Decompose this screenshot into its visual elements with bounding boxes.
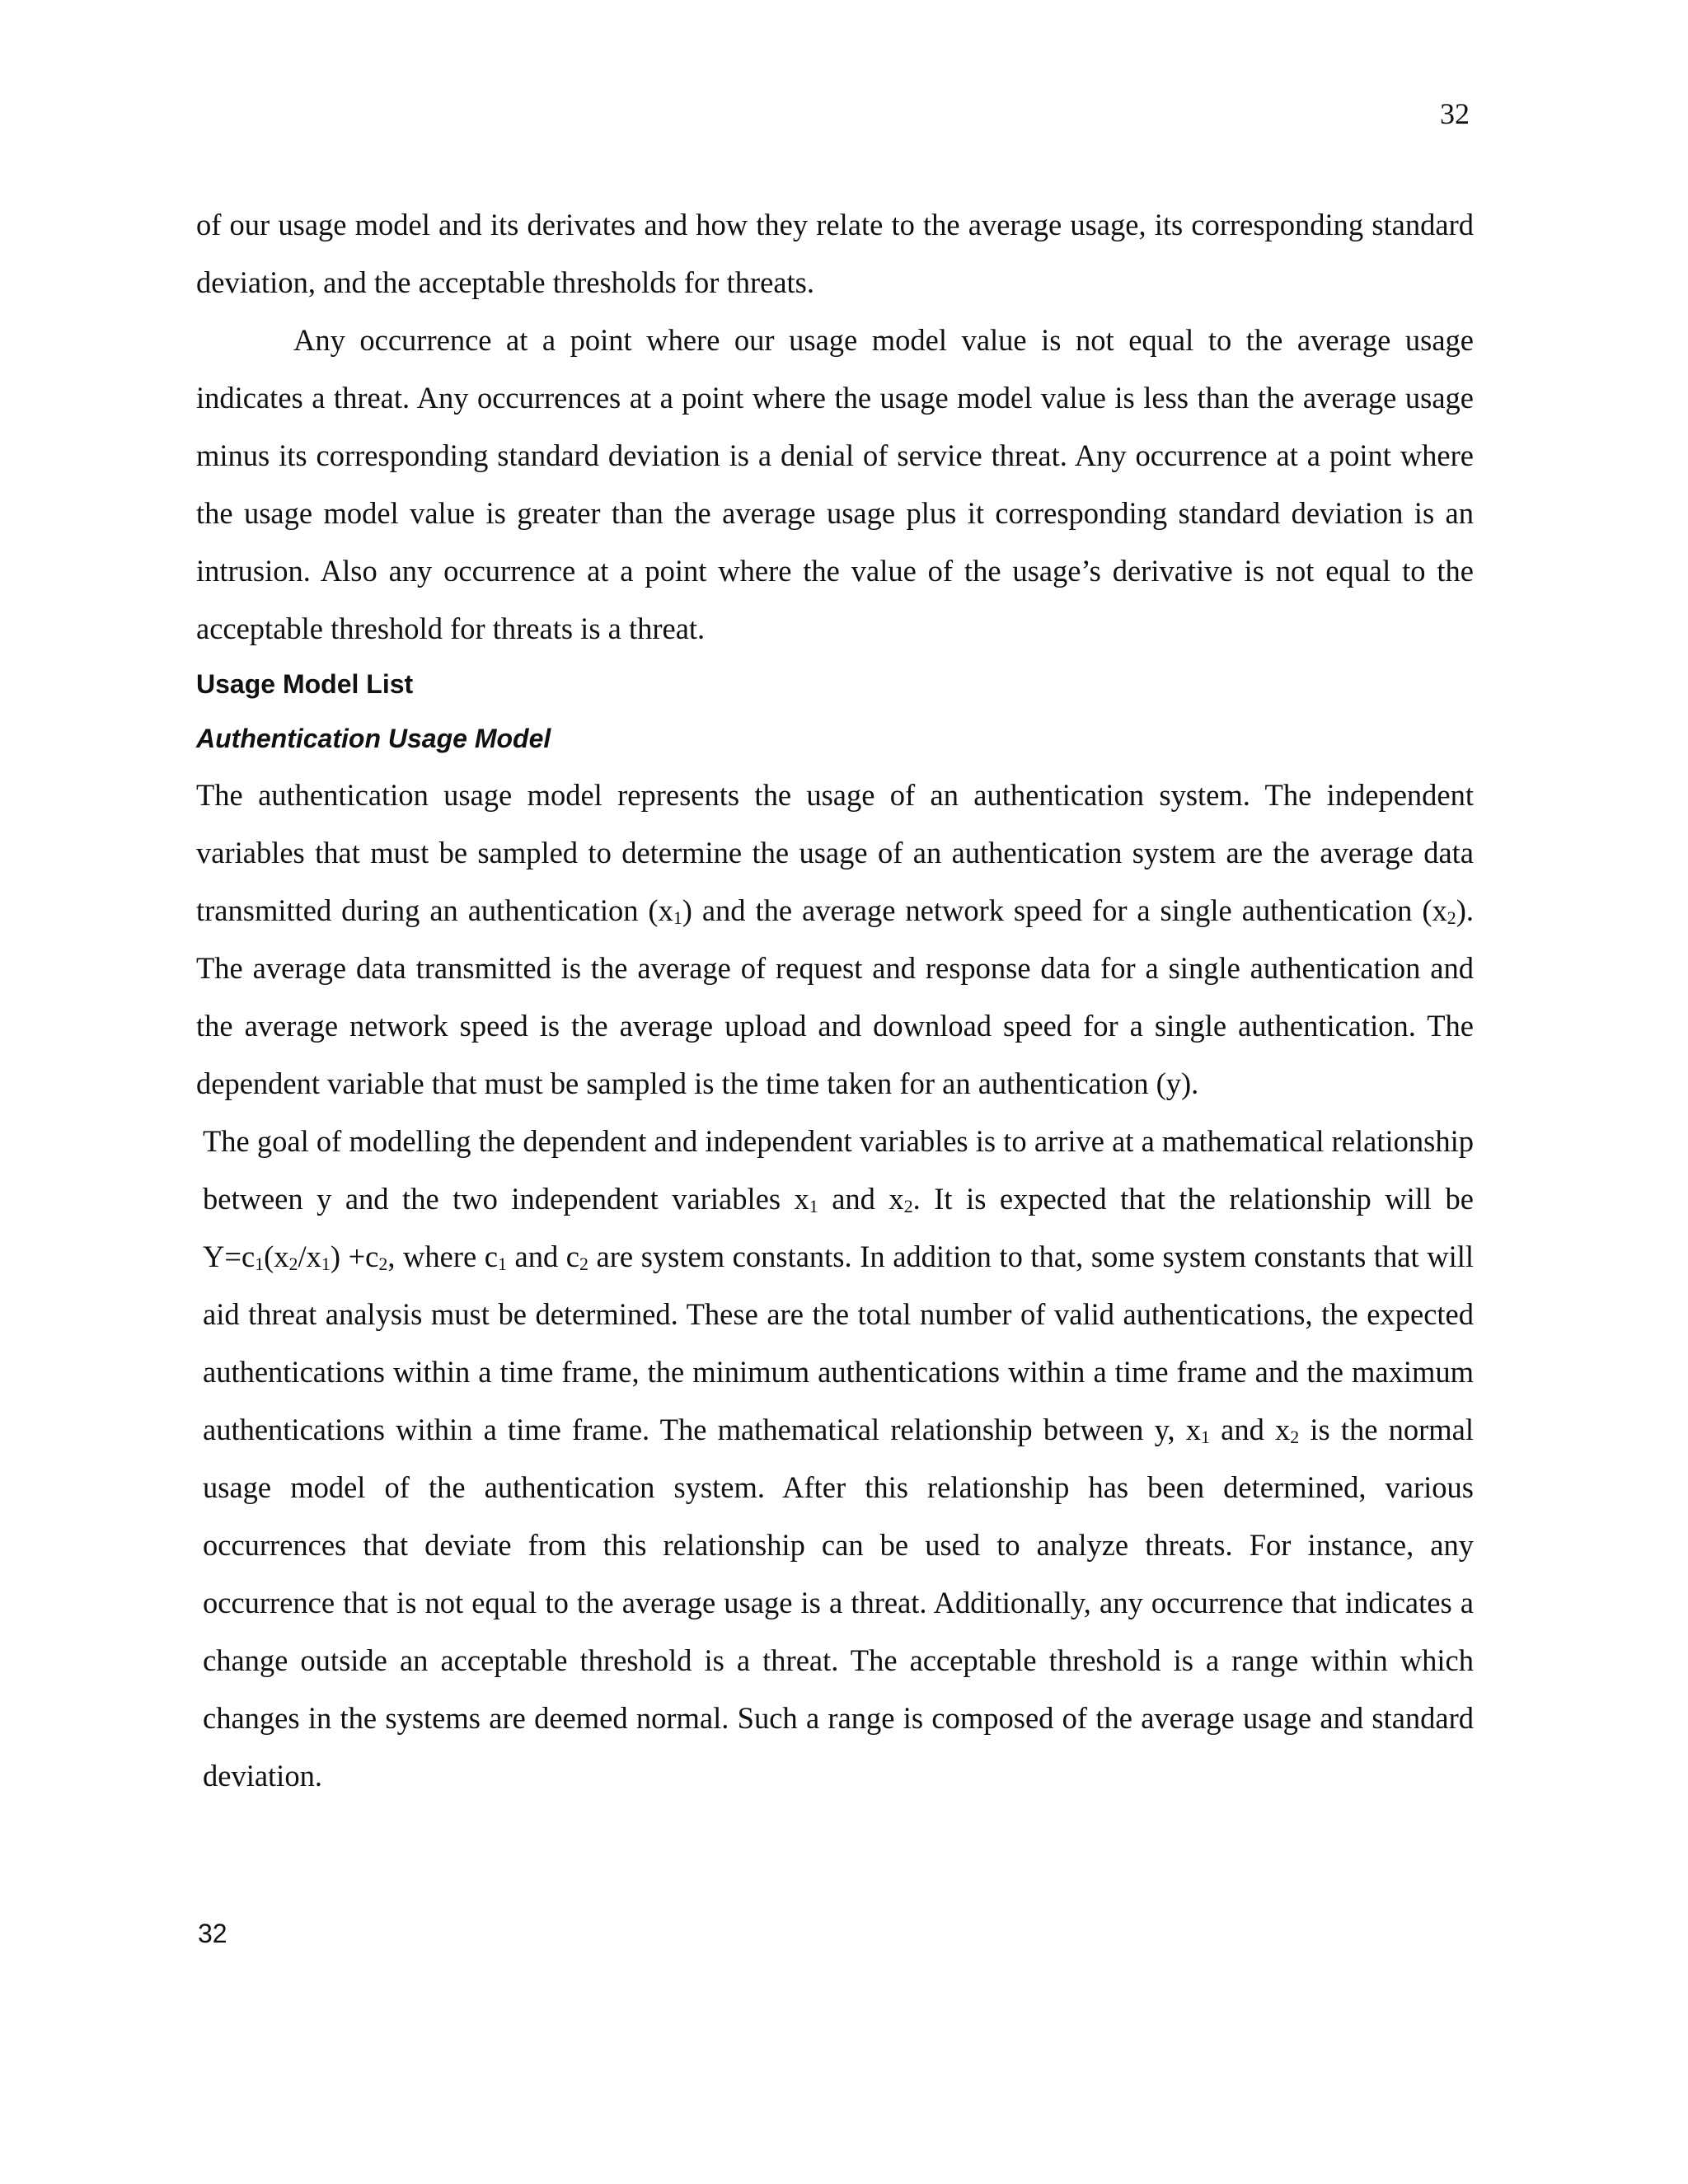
page-number-top: 32 [1440, 97, 1470, 130]
page-number-bottom: 32 [198, 1919, 227, 1948]
paragraph-continuation: of our usage model and its derivates and how they relate to the average usage, its corresponding standard deviation, and the acceptable thresholds for threats. [196, 208, 1474, 299]
paragraph-threat-conditions: Any occurrence at a point where our usage model value is not equal to the average usage indicates a threat. Any occurrences at a point where the usage model value is less than the average usage minus its corresponding standard deviation is a denial of service threat. Any occurrence at a point where the usage model value is greater than the average usage plus it corresponding standard deviation is an intrusion. Also any occurrence at a point where the value of the usage’s derivative is not equal to the acceptable threshold for threats is a threat. [196, 323, 1474, 645]
subsection-heading: Authentication Usage Model [196, 724, 551, 753]
page-content [196, 196, 1474, 1805]
paragraph-modelling-goal: The goal of modelling the dependent and independent variables is to arrive at a mathematical relationship between y and the two independent variables $x_1$ and $x_2$. It is expected that the relationship will be $Y=c_1(x_2/x_1) +c_2$, where $c_1$ and $c_2$ are system constants. In addition to that, some system constants that will aid threat analysis must be determined. These are the total number of valid authentications, the expected authentications within a time frame, the minimum authentications within a time frame and the maximum authentications within a time frame. The mathematical relationship between y, $x_1$ and $x_2$ is the normal usage model of the authentication system. After this relationship has been determined, various occurrences that deviate from this relationship can be used to analyze threats. For instance, any occurrence that is not equal to the average usage is a threat. Additionally, any occurrence that indicates a change outside an acceptable threshold is a threat. The acceptable threshold is a range within which changes in the systems are deemed normal. Such a range is composed of the average usage and standard deviation. [203, 1124, 1475, 1793]
paragraph-authentication-model: The authentication usage model represents the usage of an authentication system. The independent variables that must be sampled to determine the usage of an authentication system are the average data transmitted during an authentication $(x_1)$ and the average network speed for a single authentication $(x_2)$. The average data transmitted is the average of request and response data for a single authentication and the average network speed is the average upload and download speed for a single authentication. The dependent variable that must be sampled is the time taken for an authentication (y). [196, 778, 1474, 1100]
section-heading: Usage Model List [196, 669, 414, 699]
